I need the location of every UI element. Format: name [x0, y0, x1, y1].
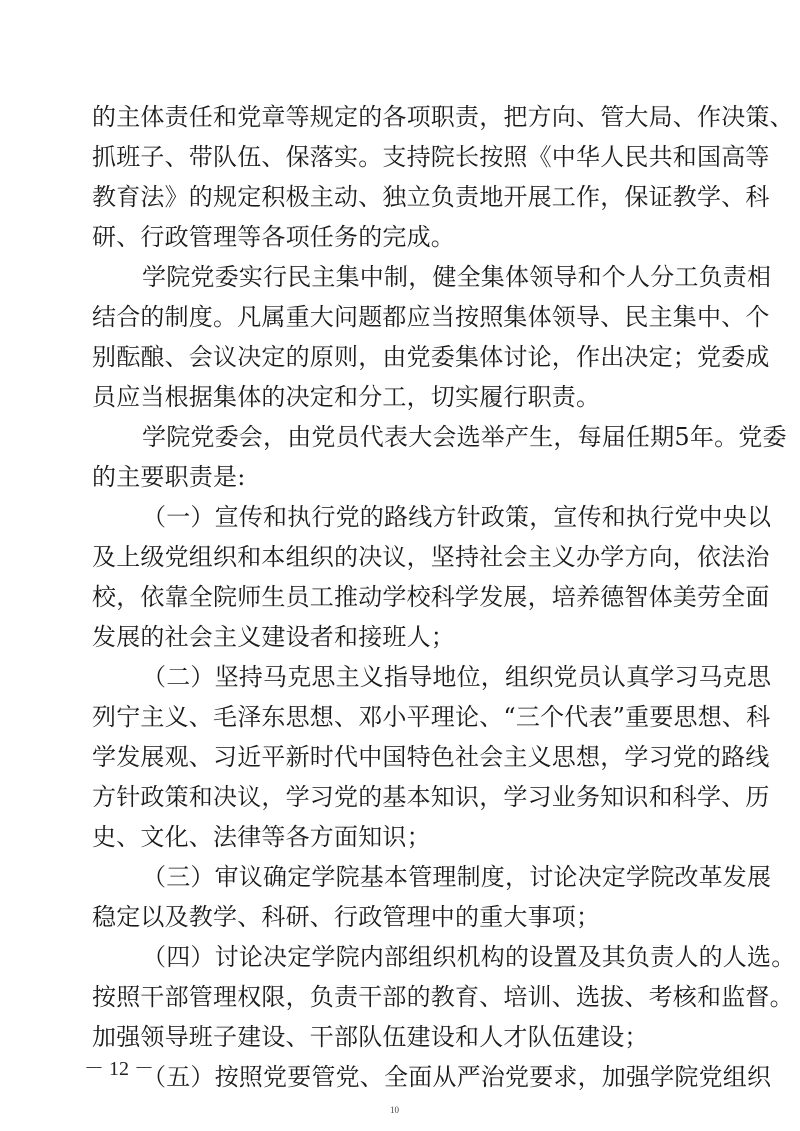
text-line: 学院党委实行民主集中制，健全集体领导和个人分工负责相	[142, 263, 772, 291]
text-line: 史、文化、法律等各方面知识；	[92, 823, 431, 851]
text-line: （二）坚持马克思主义指导地位，组织党员认真学习马克思	[142, 663, 772, 691]
text-line: 的主要职责是:	[92, 463, 246, 491]
text-line: 按照干部管理权限，负责干部的教育、培训、选拔、考核和监督。	[92, 983, 794, 1011]
text-line: 列宁主义、毛泽东思想、邓小平理论、“三个代表”重要思想、科	[92, 703, 771, 731]
text-line: 发展的社会主义建设者和接班人；	[92, 623, 455, 651]
text-line: 员应当根据集体的决定和分工，切实履行职责。	[92, 383, 601, 411]
text-line: 学院党委会，由党员代表大会选举产生，每届任期5年。党委	[142, 423, 787, 451]
text-line: 别酝酿、会议决定的原则，由党委集体讨论，作出决定；党委成	[92, 343, 770, 371]
text-line: 加强领导班子建设、干部队伍建设和人才队伍建设；	[92, 1023, 649, 1051]
sheet-number: 10	[390, 1105, 399, 1115]
text-line: 稳定以及教学、科研、行政管理中的重大事项；	[92, 903, 601, 931]
text-line: 教育法》的规定积极主动、独立负责地开展工作，保证教学、科	[92, 183, 770, 211]
text-line: 校，依靠全院师生员工推动学校科学发展，培养德智体美劳全面	[92, 583, 770, 611]
text-line: （三）审议确定学院基本管理制度，讨论决定学院改革发展	[142, 863, 772, 891]
text-line: 的主体责任和党章等规定的各项职责，把方向、管大局、作决策、	[92, 103, 794, 131]
text-line: 抓班子、带队伍、保落实。支持院长按照《中华人民共和国高等	[92, 143, 770, 171]
text-line: （一）宣传和执行党的路线方针政策，宣传和执行党中央以	[142, 503, 772, 531]
text-line: 研、行政管理等各项任务的完成。	[92, 223, 455, 251]
text-line: （五）按照党要管党、全面从严治党要求，加强学院党组织	[142, 1063, 772, 1091]
text-line: 方针政策和决议，学习党的基本知识，学习业务知识和科学、历	[92, 783, 770, 811]
text-line: 结合的制度。凡属重大问题都应当按照集体领导、民主集中、个	[92, 303, 770, 331]
text-line: 及上级党组织和本组织的决议，坚持社会主义办学方向，依法治	[92, 543, 770, 571]
text-line: （四）讨论决定学院内部组织机构的设置及其负责人的人选。	[142, 943, 796, 971]
page-number: － 12 －	[84, 1058, 154, 1080]
text-line: 学发展观、习近平新时代中国特色社会主义思想，学习党的路线	[92, 743, 770, 771]
